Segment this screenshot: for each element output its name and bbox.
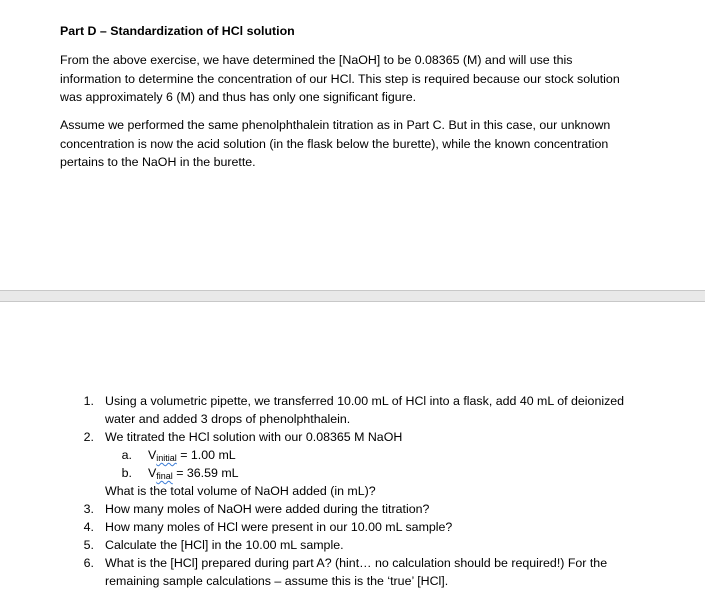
list-text: What is the [HCl] prepared during part A? (hint… no calculation should be required!) For the xyxy=(105,556,608,570)
volume-variable: V xyxy=(148,448,157,462)
list-text: water and added 3 drops of phenolphthalein. xyxy=(105,412,351,426)
list-number: 4. xyxy=(83,520,94,534)
variable-subscript: initial xyxy=(156,453,177,463)
sub-list-label: b. xyxy=(121,466,132,480)
list-text: How many moles of NaOH were added during the titration? xyxy=(105,502,430,516)
list-text: Calculate the [HCl] in the 10.00 mL sample. xyxy=(105,538,344,552)
list-text: remaining sample calculations – assume this is the ‘true’ [HCl]. xyxy=(105,574,449,588)
list-text: How many moles of HCl were present in our 10.00 mL sample? xyxy=(105,520,453,534)
list-number: 3. xyxy=(83,502,94,516)
sub-list-label: a. xyxy=(121,448,132,462)
document-page-1 xyxy=(0,0,705,290)
list-number: 2. xyxy=(83,430,94,444)
paragraph-line: Assume we performed the same phenolphthalein titration as in Part C. But in this case, our unknown xyxy=(60,118,611,132)
sub-list-text xyxy=(148,464,239,483)
sub-list-text xyxy=(148,446,236,465)
volume-value: = 36.59 mL xyxy=(172,466,239,480)
document-page-2 xyxy=(0,302,705,605)
list-text: We titrated the HCl solution with our 0.08365 M NaOH xyxy=(105,430,403,444)
variable-subscript: final xyxy=(156,471,173,481)
list-number: 6. xyxy=(83,556,94,570)
list-text: Using a volumetric pipette, we transferred 10.00 mL of HCl into a flask, add 40 mL of deionized xyxy=(105,394,625,408)
section-title: Part D – Standardization of HCl solution xyxy=(60,24,295,38)
volume-variable: V xyxy=(148,466,157,480)
paragraph-line: From the above exercise, we have determined the [NaOH] to be 0.08365 (M) and will use this xyxy=(60,53,573,67)
volume-value: = 1.00 mL xyxy=(176,448,236,462)
paragraph-line: was approximately 6 (M) and thus has only one significant figure. xyxy=(60,90,417,104)
page-break-divider xyxy=(0,290,705,302)
paragraph-line: concentration is now the acid solution (in the flask below the burette), while the known concentration xyxy=(60,136,609,151)
list-text: What is the total volume of NaOH added (in mL)? xyxy=(105,484,376,498)
paragraph-line: pertains to the NaOH in the burette. xyxy=(60,155,256,169)
paragraph-assume xyxy=(60,116,650,172)
paragraph-intro xyxy=(60,51,650,107)
paragraph-line: information to determine the concentration of our HCl. This step is required because our stock solution xyxy=(60,71,620,86)
list-number: 1. xyxy=(83,394,94,408)
list-number: 5. xyxy=(83,538,94,552)
